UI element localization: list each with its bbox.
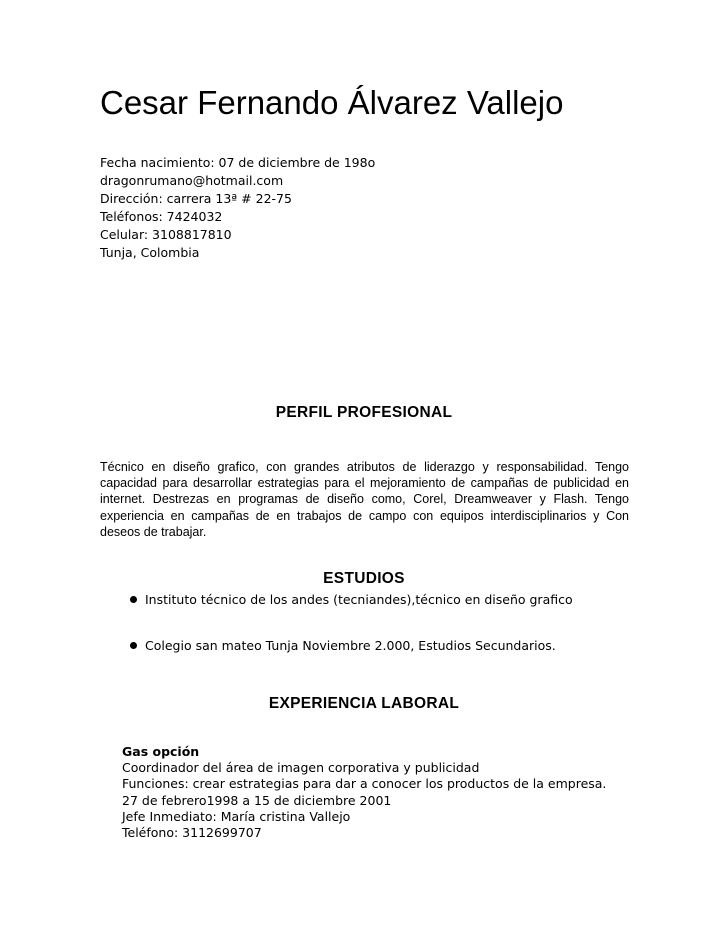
study-text: Colegio san mateo Tunja Noviembre 2.000, Estudios Secundarios. [145, 638, 556, 653]
study-item [130, 638, 556, 654]
job-role: Coordinador del área de imagen corporativa y publicidad [122, 760, 480, 776]
study-text: Instituto técnico de los andes (tecniandes),técnico en diseño grafico [145, 592, 573, 607]
phone-number: Teléfonos: 7424032 [100, 209, 223, 224]
street-address: Dirección: carrera 13ª # 22-75 [100, 191, 292, 206]
bullet-icon [130, 596, 137, 603]
email-address: dragonrumano@hotmail.com [100, 173, 284, 188]
experience-heading: EXPERIENCIA LABORAL [268, 695, 460, 712]
job-phone: Teléfono: 3112699707 [122, 825, 262, 841]
birth-date: Fecha nacimiento: 07 de diciembre de 198o [100, 155, 376, 170]
profile-text: Técnico en diseño grafico, con grandes atributos de liderazgo y responsabilidad. Tengo capacidad para desarrollar estrategias para el mejoramiento de campañas de publicidad en internet. Destrezas en programas de diseño como, Corel, Dreamweaver y Flash. Tengo experiencia en campañas de en trabajos de campo con equipos interdisciplinarios y Con deseos de trabajar. [100, 460, 629, 539]
job-functions: Funciones: crear estrategias para dar a conocer los productos de la empresa. [122, 776, 607, 792]
study-item [130, 592, 573, 608]
applicant-name: Cesar Fernando Álvarez Vallejo [100, 84, 564, 121]
profile-heading: PERFIL PROFESIONAL [275, 404, 453, 421]
mobile-number: Celular: 3108817810 [100, 227, 232, 242]
contact-info [100, 154, 375, 262]
city-country: Tunja, Colombia [100, 245, 200, 260]
job-period: 27 de febrero1998 a 15 de diciembre 2001 [122, 792, 392, 808]
job-supervisor: Jefe Inmediato: María cristina Vallejo [122, 808, 351, 824]
studies-heading: ESTUDIOS [323, 570, 405, 587]
bullet-icon [130, 642, 137, 649]
company-name: Gas opción [122, 744, 200, 759]
job-entry [122, 744, 606, 841]
